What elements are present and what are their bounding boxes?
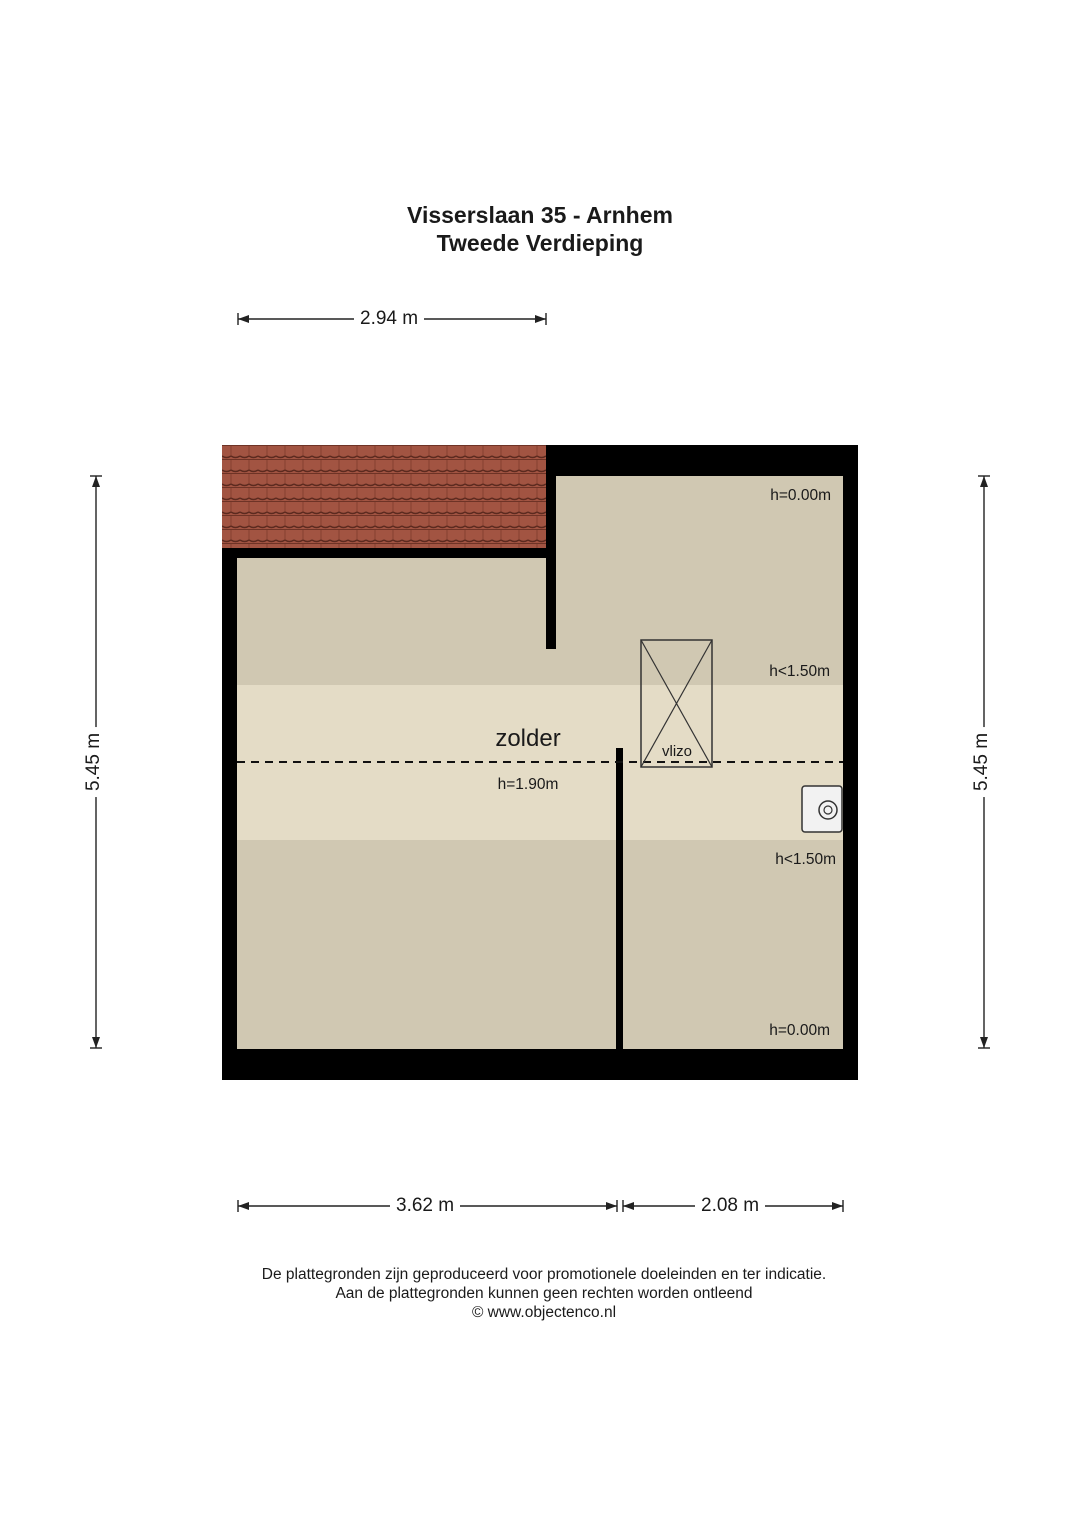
copyright-line: © www.objectenco.nl [471, 1304, 617, 1321]
dimension-bottom-right: 2.08 m [695, 1195, 765, 1217]
room-name-vlizo: vlizo [661, 743, 693, 760]
dimension-right: 5.45 m [971, 727, 993, 797]
disclaimer-line-1: De plattegronden zijn geproduceerd voor promotionele doeleinden en ter indicatie. [261, 1266, 827, 1283]
height-label-bottom-right: h=0.00m [769, 1022, 830, 1039]
boiler-icon [802, 786, 842, 832]
height-label-lower-right: h<1.50m [775, 851, 836, 868]
dimension-left: 5.45 m [83, 727, 105, 797]
dimension-bottom-left: 3.62 m [390, 1195, 460, 1217]
room-name-zolder: zolder [495, 725, 561, 752]
room-height-zolder: h=1.90m [497, 776, 559, 793]
plan-floor-title: Tweede Verdieping [436, 230, 644, 256]
height-label-top-right: h=0.00m [770, 487, 831, 504]
dimension-top: 2.94 m [354, 308, 424, 330]
height-label-upper-right: h<1.50m [769, 663, 830, 680]
disclaimer-line-2: Aan de plattegronden kunnen geen rechten worden ontleend [335, 1285, 753, 1302]
plan-address-title: Visserslaan 35 - Arnhem [407, 202, 673, 228]
roof-tiles-icon [222, 445, 547, 548]
